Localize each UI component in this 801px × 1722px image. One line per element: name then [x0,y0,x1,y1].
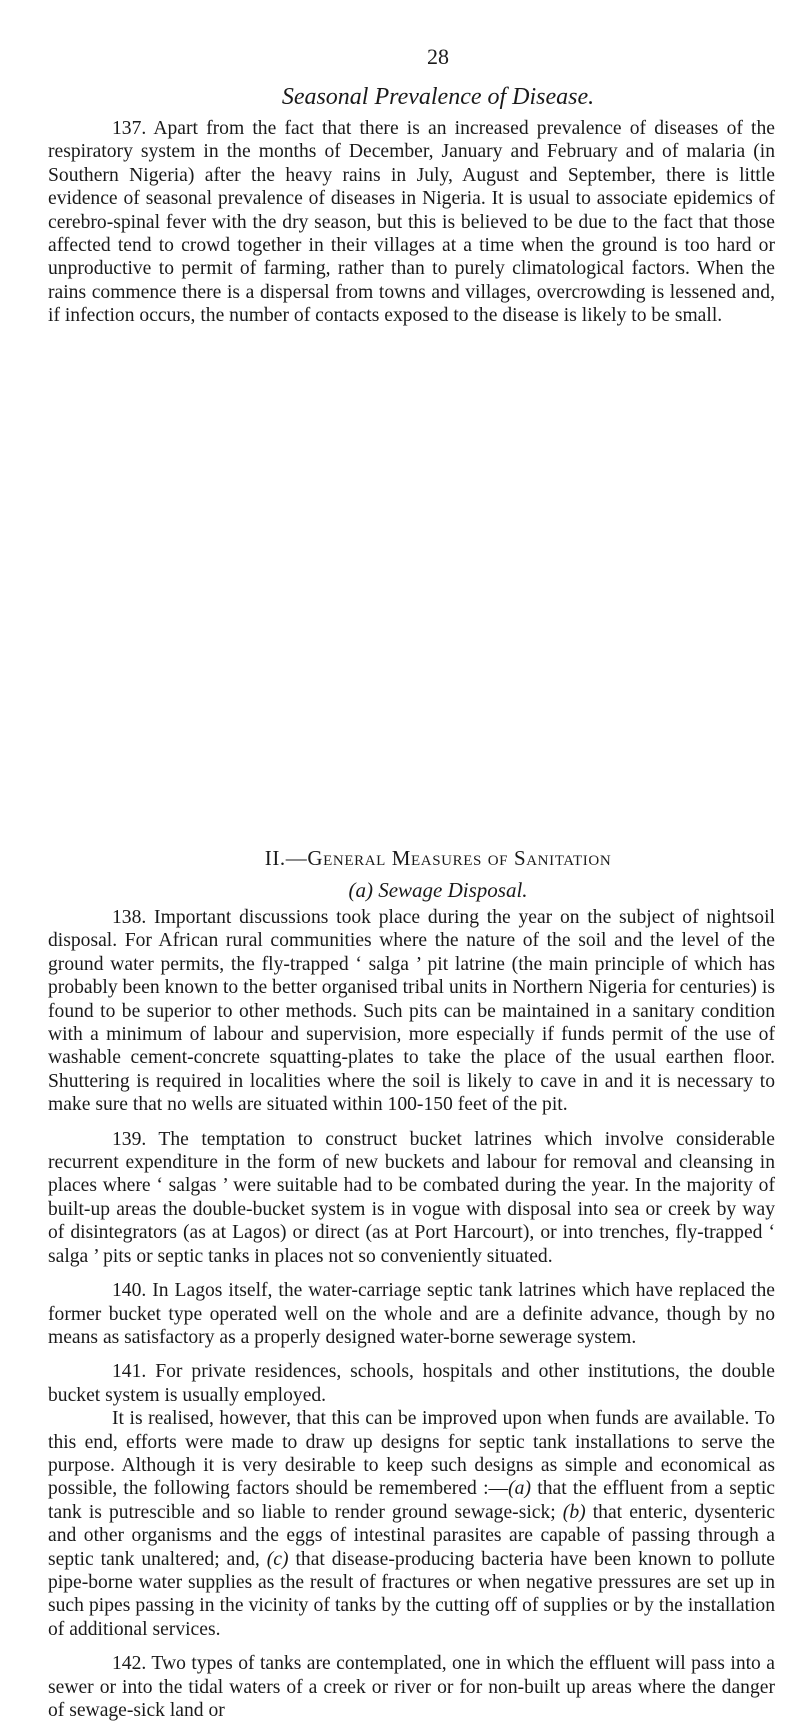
page-number: 28 [427,44,449,69]
subsection-title: Sewage Disposal. [378,878,528,902]
p141b-label-a: (a) [508,1478,531,1500]
text-block-sanitation [48,906,775,1722]
paragraph-140: 140. In Lagos itself, the water-carriage septic tank latrines which have replaced the former bucket type operated well on the whole and are a definite advance, though by no means as satisfactory as a properly designed water-borne sewerage system. [48,1280,775,1348]
p141b-end: that disease-producing bacteria have been known to pollute pipe-borne water supplies as the result of fractures or when negative pressures are set up in such pipes passing in the vicinity of tanks by the cutting off of supplies or by the installation of additional services. [48,1548,775,1640]
paragraph-141: 141. For private residences, schools, hospitals and other institutions, the double bucket system is usually employed. [48,1361,775,1406]
p141b-start: It is realised, however, that this can be improved upon when funds are available. To this end, efforts were made to draw up designs for septic tank installations to serve the purpose. Although it is very desirable to keep such designs as simple and economical as possible, the following factors should be remembered :— [48,1408,775,1500]
subsection-label: (a) [348,878,373,902]
paragraph-139: 139. The temptation to construct bucket latrines which involve considerable recurrent expenditure in the form of new buckets and labour for removal and cleansing in places where ‘ salgas ’ were suitable had to be combated during the year. In the majority of built-up areas the double-bucket system is in vogue with disposal into sea or creek by way of disintegrators (as at Lagos) or direct (as at Port Harcourt), or into trenches, fly-trapped ‘ salga ’ pits or septic tanks in places not so conveniently situated. [48,1128,775,1267]
subsection-heading-sewage [48,878,801,903]
section-heading-sanitation: II.—General Measures of Sanitation [264,846,612,870]
p141b-mid1: that the effluent from a septic tank is putrescible and so liable to render ground sewage-sick; [48,1478,775,1523]
paragraph-142: 142. Two types of tanks are contemplated, one in which the effluent will pass into a sewer or into the tidal waters of a creek or river or for non-built up areas where the danger of sewage-sick land or [48,1653,775,1721]
p141b-mid2: that enteric, dysenteric and other organisms and the eggs of intestinal parasites are capable of passing through a septic tank unaltered; and, [48,1501,775,1570]
paragraph-138: 138. Important discussions took place during the year on the subject of nightsoil disposal. For African rural communities where the nature of the soil and the level of the ground water permits, the fly-trapped ‘ salga ’ pit latrine (the main principle of which has probably been known to the better organised tribal units in Northern Nigeria for centuries) is found to be superior to other methods. Such pits can be maintained in a sanitary condition with a minimum of labour and supervision, more especially if funds permit of the use of washable cement-concrete squatting-plates to take the place of the usual earthen floor. Shuttering is required in localities where the soil is likely to cave in and it is necessary to make sure that no wells are situated within 100-150 feet of the pit. [48,907,775,1116]
p141b-label-b: (b) [562,1501,586,1523]
p141b-label-c: (c) [266,1548,289,1570]
section-heading-seasonal: Seasonal Prevalence of Disease. [281,84,595,110]
paragraph-137: 137. Apart from the fact that there is an increased prevalence of diseases of the respiratory system in the months of December, January and February and of malaria (in Southern Nigeria) after the heavy rains in July, August and September, there is little evidence of seasonal prevalence of diseases in Nigeria. It is usual to associate epidemics of cerebro-spinal fever with the dry season, but this is believed to be due to the fact that those affected tend to crowd together in their villages at a time when the ground is too hard or unproductive to permit of farming, rather than to purely climatological factors. When the rains commence there is a dispersal from towns and villages, overcrowding is lessened and, if infection occurs, the number of contacts exposed to the disease is likely to be small. [48,118,775,327]
paragraph-141-continued [48,1407,775,1641]
text-block-seasonal [48,117,775,328]
